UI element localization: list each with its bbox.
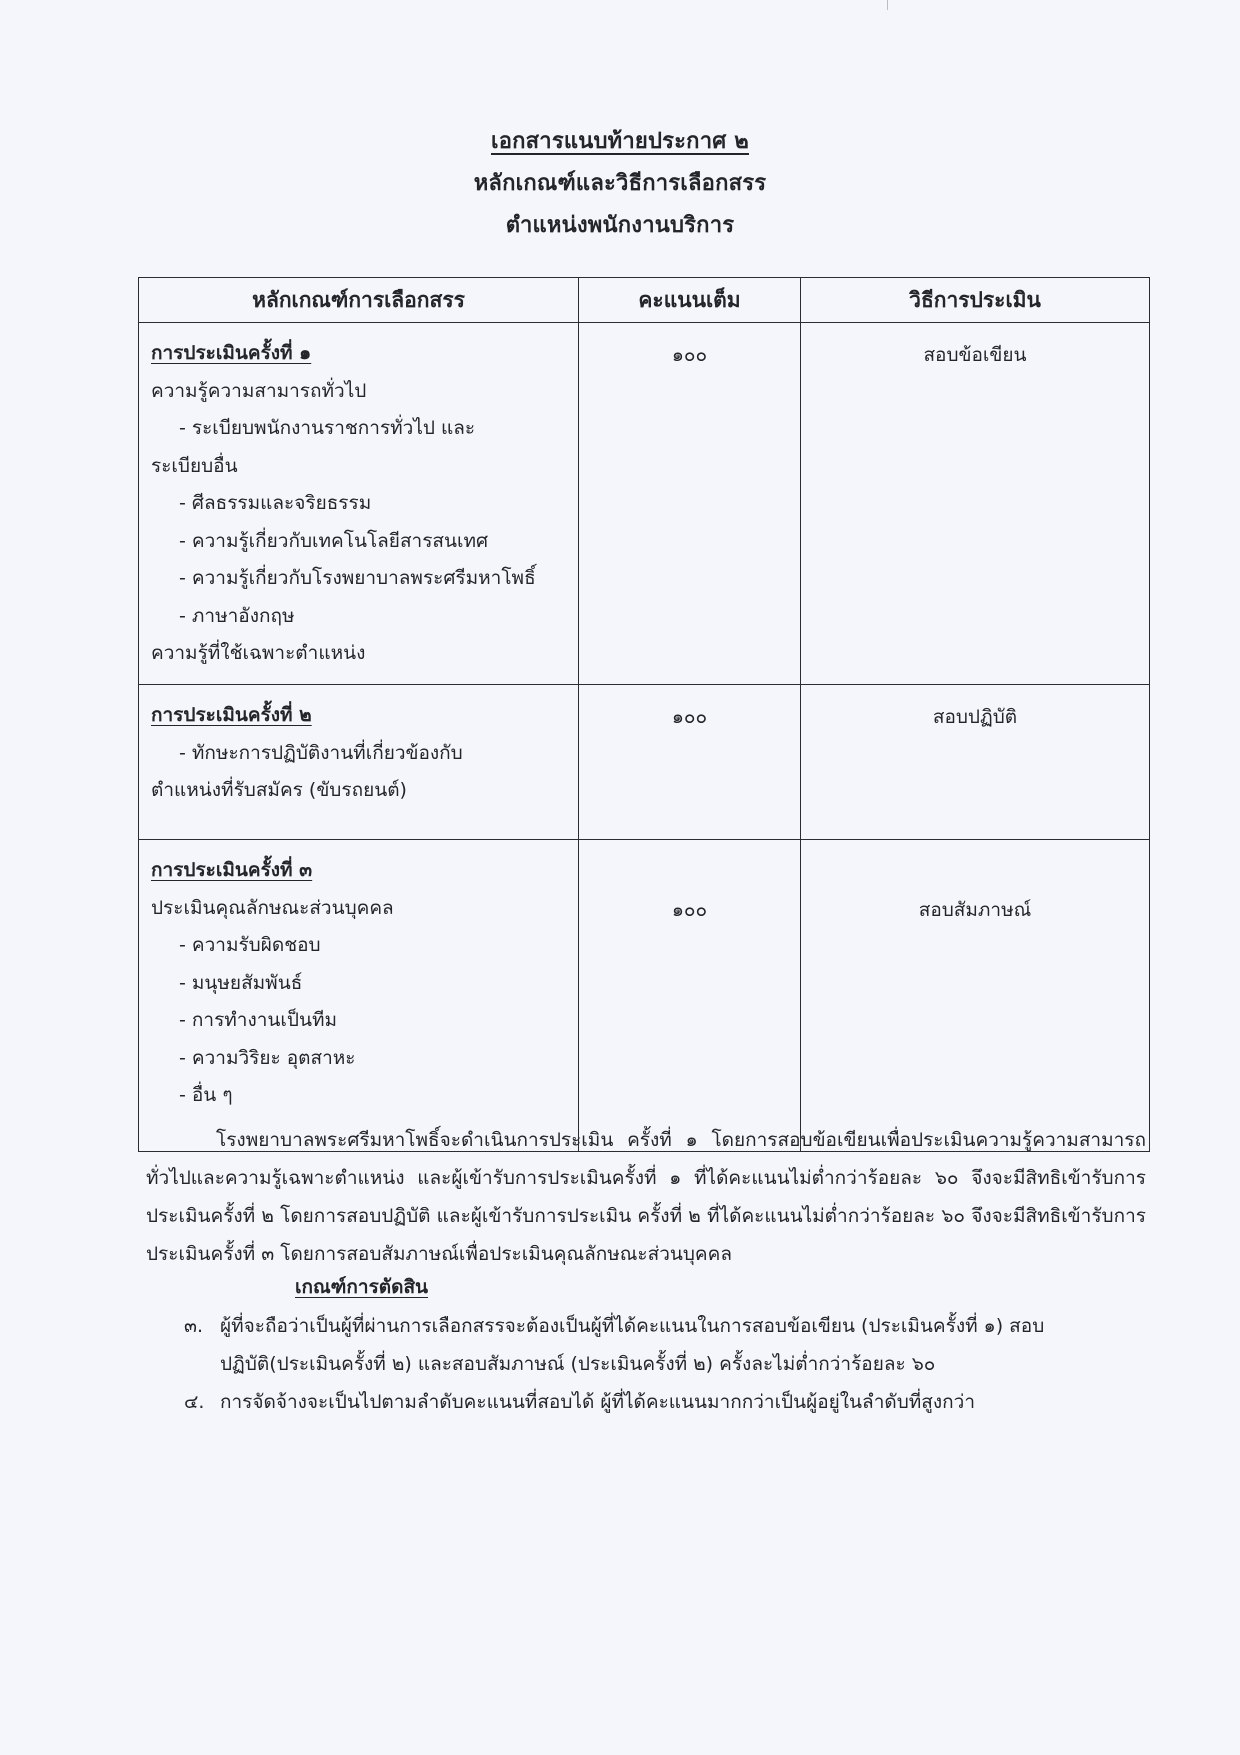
list-item-text: การจัดจ้างจะเป็นไปตามลำดับคะแนนที่สอบได้ ผู้ที่ได้คะแนนมากกว่าเป็นผู้อยู่ในลำดับที่สูงกว่า — [220, 1391, 975, 1413]
header-criteria: หลักเกณฑ์การเลือกสรร — [139, 278, 579, 323]
header-method: วิธีการประเมิน — [801, 278, 1150, 323]
list-item-number: ๓. — [184, 1315, 204, 1337]
round-heading: การประเมินครั้งที่ ๑ — [151, 342, 312, 364]
criteria-line: - ภาษาอังกฤษ — [179, 604, 295, 627]
method-cell: สอบข้อเขียน — [801, 323, 1150, 685]
criteria-line: - ความรู้เกี่ยวกับเทคโนโลยีสารสนเทศ — [179, 529, 489, 552]
criteria-line: ประเมินคุณลักษณะส่วนบุคคล — [151, 896, 394, 919]
method-cell: สอบสัมภาษณ์ — [801, 840, 1150, 1152]
criteria-line: ความรู้ที่ใช้เฉพาะตำแหน่ง — [151, 642, 366, 664]
criteria-line: - ความวิริยะ อุตสาหะ — [179, 1046, 356, 1069]
list-item — [184, 1307, 1144, 1383]
list-item-text: ผู้ที่จะถือว่าเป็นผู้ที่ผ่านการเลือกสรรจะต้องเป็นผู้ที่ได้คะแนนในการสอบข้อเขียน (ประเมินครั้งที่ ๑) สอบปฏิบัติ(ประเมินครั้งที่ ๒) และสอบสัมภาษณ์ (ประเมินครั้งที่ ๒) ครั้งละไม่ต่ำกว่าร้อยละ ๖๐ — [220, 1315, 1045, 1375]
criteria-line: - ความรู้เกี่ยวกับโรงพยาบาลพระศรีมหาโพธิ์ — [179, 567, 536, 589]
criteria-table — [138, 277, 1150, 1152]
criteria-line: - การทำงานเป็นทีม — [179, 1009, 337, 1031]
score-cell: ๑๐๐ — [579, 840, 801, 1152]
document-subtitle: หลักเกณฑ์และวิธีการเลือกสรร — [473, 171, 767, 196]
criteria-line: - อื่น ๆ — [179, 1084, 233, 1106]
body-paragraph: โรงพยาบาลพระศรีมหาโพธิ์จะดำเนินการประเมิน ครั้งที่ ๑ โดยการสอบข้อเขียนเพื่อประเมินความรู้ความสามารถทั่วไปและความรู้เฉพาะตำแหน่ง และผู้เข้ารับการประเมินครั้งที่ ๑ ที่ได้คะแนนไม่ต่ำกว่าร้อยละ ๖๐ จึงจะมีสิทธิเข้ารับการประเมินครั้งที่ ๒ โดยการสอบปฏิบัติ และผู้เข้ารับการประเมิน ครั้งที่ ๒ ที่ได้คะแนนไม่ต่ำกว่าร้อยละ ๖๐ จึงจะมีสิทธิเข้ารับการประเมินครั้งที่ ๓ โดยการสอบสัมภาษณ์เพื่อประเมินคุณลักษณะส่วนบุคคล — [146, 1129, 1146, 1265]
score-cell: ๑๐๐ — [579, 685, 801, 840]
table-row — [139, 685, 1150, 840]
criteria-line: - มนุษยสัมพันธ์ — [179, 971, 303, 994]
criteria-line: - ระเบียบพนักงานราชการทั่วไป และ — [179, 417, 476, 439]
method-cell: สอบปฏิบัติ — [801, 685, 1150, 840]
list-item — [184, 1383, 1144, 1421]
criteria-heading: เกณฑ์การตัดสิน — [295, 1276, 429, 1298]
score-cell: ๑๐๐ — [579, 323, 801, 685]
criteria-cell — [139, 323, 579, 685]
criteria-cell — [139, 685, 579, 840]
header-full-score: คะแนนเต็ม — [579, 278, 801, 323]
round-heading: การประเมินครั้งที่ ๓ — [151, 859, 313, 881]
round-heading: การประเมินครั้งที่ ๒ — [151, 704, 312, 726]
table-row — [139, 323, 1150, 685]
table-row — [139, 840, 1150, 1152]
table-header-row — [139, 278, 1150, 323]
criteria-line: ความรู้ความสามารถทั่วไป — [151, 379, 367, 402]
criteria-line: ระเบียบอื่น — [151, 454, 238, 477]
criteria-line: - ความรับผิดชอบ — [179, 934, 321, 956]
document-title: เอกสารแนบท้ายประกาศ ๒ — [491, 129, 749, 154]
list-item-number: ๔. — [184, 1391, 205, 1413]
criteria-line: - ทักษะการปฏิบัติงานที่เกี่ยวข้องกับ — [179, 741, 463, 764]
document-position: ตำแหน่งพนักงานบริการ — [505, 213, 735, 238]
criteria-line: - ศีลธรรมและจริยธรรม — [179, 492, 372, 514]
scan-mark — [887, 0, 888, 10]
criteria-cell — [139, 840, 579, 1152]
criteria-line: ตำแหน่งที่รับสมัคร (ขับรถยนต์) — [151, 779, 407, 801]
